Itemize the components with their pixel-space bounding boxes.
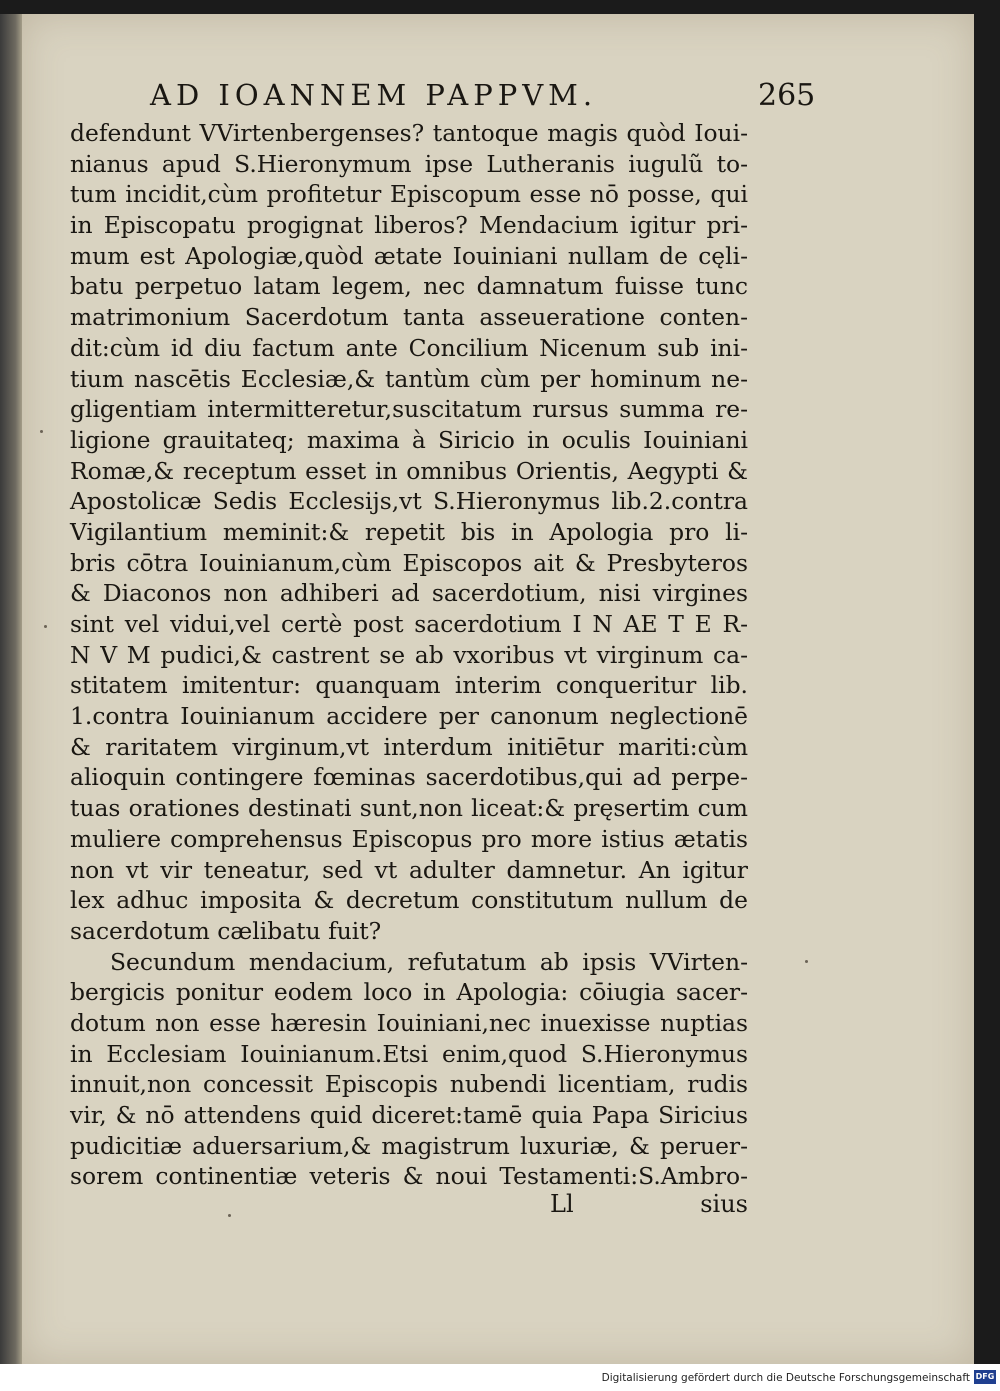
text-line: bergicis ponitur eodem loco in Apologia: cōiugia sacer- [70, 978, 748, 1007]
funding-credit: Digitalisierung gefördert durch die Deutsche Forschungsgemeinschaft [601, 1372, 970, 1384]
text-line: & raritatem virginum,vt interdum initiētur mariti:cùm [70, 732, 748, 761]
text-line: tum incidit,cùm profitetur Episcopum esse nō posse, qui [70, 180, 748, 209]
text-line: Secundum mendacium, refutatum ab ipsis VVirten- [110, 947, 748, 976]
text-line: ligione grauitateq; maxima à Siricio in oculis Iouiniani [70, 425, 748, 454]
text-line: N V M pudici,& castrent se ab vxoribus vt virginum ca- [70, 640, 748, 669]
text-line: mum est Apologiæ,quòd ætate Iouiniani nullam de cęli- [70, 241, 748, 270]
paper-speck [805, 960, 808, 963]
text-line: stitatem imitentur: quanquam interim conqueritur lib. [70, 671, 748, 700]
page-number: 265 [758, 78, 816, 113]
text-line: lex adhuc imposita & decretum constitutum nullum de [70, 886, 748, 915]
body-text [70, 118, 748, 1192]
text-line: sacerdotum cælibatu fuit? [70, 916, 382, 945]
text-line: non vt vir teneatur, sed vt adulter damnetur. An igitur [70, 855, 748, 884]
paper-speck [40, 430, 43, 433]
text-line: bris cōtra Iouinianum,cùm Episcopos ait & Presbyteros [70, 548, 748, 577]
running-head: AD IOANNEM PAPPVM. [150, 78, 598, 112]
text-line: pudicitiæ aduersarium,& magistrum luxuriæ, & peruer- [70, 1131, 748, 1160]
text-line: alioquin contingere fœminas sacerdotibus,qui ad perpe- [70, 763, 748, 792]
signature-mark: Ll [550, 1190, 574, 1218]
dfg-logo: DFG [974, 1370, 996, 1384]
text-line: tium nascētis Ecclesiæ,& tantùm cùm per hominum ne- [70, 364, 748, 393]
text-line: Apostolicæ Sedis Ecclesijs,vt S.Hieronymus lib.2.contra [70, 487, 748, 516]
paper-speck [44, 625, 47, 628]
text-line: Romæ,& receptum esset in omnibus Orientis, Aegypti & [70, 456, 748, 485]
footer-bar [0, 1364, 1000, 1391]
text-line: muliere comprehensus Episcopus pro more istius ætatis [70, 824, 748, 853]
text-line: vir, & nō attendens quid diceret:tamē quia Papa Siricius [70, 1101, 748, 1129]
text-line: 1.contra Iouinianum accidere per canonum neglectionē [70, 702, 748, 731]
catchwords-row [70, 1190, 748, 1222]
text-line: in Ecclesiam Iouinianum.Etsi enim,quod S.Hieronymus [70, 1039, 748, 1068]
text-line: Vigilantium meminit:& repetit bis in Apologia pro li- [70, 517, 748, 546]
text-line: dit:cùm id diu factum ante Concilium Nicenum sub ini- [70, 333, 748, 362]
text-line: tuas orationes destinati sunt,non liceat:& pręsertim cum [70, 794, 748, 823]
catchword: sius [700, 1190, 748, 1218]
text-line: in Episcopatu progignat liberos? Mendacium igitur pri- [70, 211, 748, 240]
text-line: & Diaconos non adhiberi ad sacerdotium, nisi virgines [70, 579, 748, 608]
text-line: sint vel vidui,vel certè post sacerdotium I N AE T E R- [70, 610, 748, 638]
text-line: defendunt VVirtenbergenses? tantoque magis quòd Ioui- [70, 119, 748, 147]
paper-speck [228, 1214, 231, 1217]
text-line: batu perpetuo latam legem, nec damnatum fuisse tunc [70, 272, 748, 301]
text-line: matrimonium Sacerdotum tanta asseueratione conten- [70, 303, 748, 332]
text-line: sorem continentiæ veteris & noui Testamenti:S.Ambro- [70, 1162, 748, 1191]
text-line: nianus apud S.Hieronymum ipse Lutheranis iugulũ to- [70, 149, 748, 178]
text-line: innuit,non concessit Episcopis nubendi licentiam, rudis [70, 1070, 748, 1099]
book-spine [0, 14, 22, 1364]
text-line: gligentiam intermitteretur,suscitatum rursus summa re- [70, 395, 748, 424]
text-line: dotum non esse hæresin Iouiniani,nec inuexisse nuptias [70, 1008, 748, 1037]
